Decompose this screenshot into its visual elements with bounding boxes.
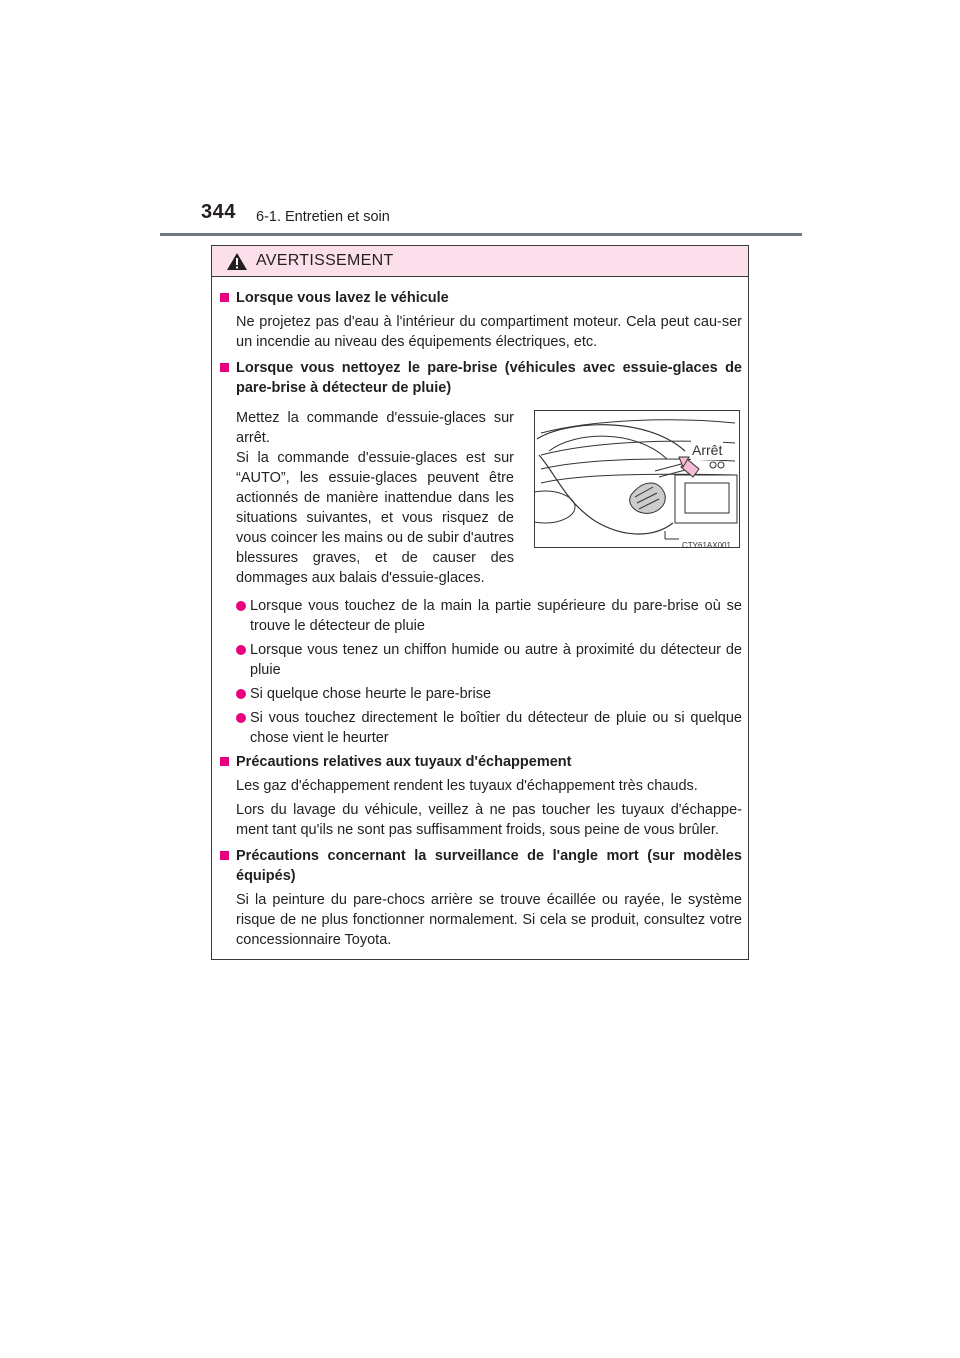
section-heading-blind-spot: Précautions concernant la surveillance de l'angle mort (sur modèles équipés) (220, 846, 742, 886)
wiper-switch-illustration (534, 410, 740, 548)
warning-header (212, 246, 748, 277)
warning-title: AVERTISSEMENT (256, 252, 394, 269)
list-item: Lorsque vous tenez un chiffon humide ou autre à proximité du détecteur de pluie (220, 640, 742, 680)
section-body-windshield: Mettez la commande d'essuie-glaces sur arrêt. Si la commande d'essuie-glaces est sur “AUTO”, les essuie-glaces peuvent être actionnés de manière inattendue dans les situations suivantes, et vous risquez de vous coincer les mains ou de subir d'autres blessures graves, et de causer des dommages aux balais d'essuie-glaces. (236, 410, 514, 586)
section-body-blind-spot: Si la peinture du pare-chocs arrière se trouve écaillée ou rayée, le système risque de ne plus fonctionner normalement. Si cela se produit, consultez votre concessionnaire Toyota. (236, 892, 742, 948)
square-bullet-icon (220, 757, 229, 766)
warning-box (211, 245, 749, 960)
section-body-exhaust-1: Les gaz d'échappement rendent les tuyaux d'échappement très chauds. (236, 778, 698, 794)
windshield-figure-row (220, 408, 742, 588)
figure-label-off: Arrêt (692, 442, 723, 458)
circle-bullet-icon (236, 713, 246, 723)
list-item: Si quelque chose heurte le pare-brise (220, 684, 742, 704)
section-body-exhaust-2: Lors du lavage du véhicule, veillez à ne pas toucher les tuyaux d'échappe-ment tant qu'ils ne sont pas suffisamment froids, sous peine de vous brûler. (236, 802, 742, 838)
section-heading-exhaust: Précautions relatives aux tuyaux d'échappement (220, 752, 742, 772)
square-bullet-icon (220, 293, 229, 302)
section-title: 6-1. Entretien et soin (256, 209, 390, 225)
section-heading-washing: Lorsque vous lavez le véhicule (220, 288, 742, 308)
steering-wheel-illustration (535, 411, 739, 547)
section-body-washing: Ne projetez pas d'eau à l'intérieur du compartiment moteur. Cela peut cau-ser un incendie au niveau des équipements électriques, etc. (236, 314, 742, 350)
figure-code: CTY61AX001 (682, 541, 731, 550)
section-heading-windshield: Lorsque vous nettoyez le pare-brise (véhicules avec essuie-glaces de pare-brise à détecteur de pluie) (220, 358, 742, 398)
circle-bullet-icon (236, 601, 246, 611)
list-item: Si vous touchez directement le boîtier du détecteur de pluie ou si quelque chose vient le heurter (220, 708, 742, 748)
header-rule (160, 233, 802, 236)
warning-body (212, 276, 748, 959)
square-bullet-icon (220, 851, 229, 860)
square-bullet-icon (220, 363, 229, 372)
circle-bullet-icon (236, 689, 246, 699)
list-item: Lorsque vous touchez de la main la partie supérieure du pare-brise où se trouve le détecteur de pluie (220, 596, 742, 636)
warning-triangle-icon (226, 252, 248, 271)
page-number: 344 (201, 201, 236, 223)
circle-bullet-icon (236, 645, 246, 655)
